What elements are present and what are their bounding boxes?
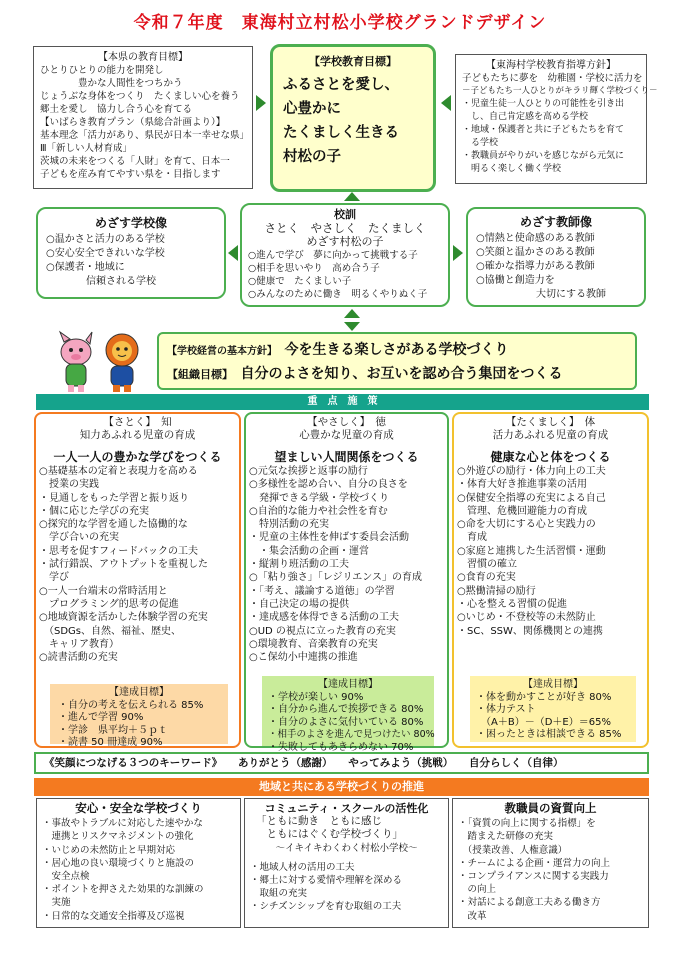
goal-item: ・自分の考えを伝えられる 85% [58, 699, 204, 711]
column-subheader: 心豊かな児童の育成 [299, 429, 394, 441]
school-goal-line: たくましく生きる [283, 125, 399, 141]
community-school-box [244, 798, 449, 928]
prefecture-lines [40, 64, 250, 181]
kokun-sub: めざす村松の子 [306, 235, 384, 248]
bottom-title: 安心・安全な学校づくり [75, 801, 202, 815]
arrow-left-icon [441, 95, 451, 111]
prefecture-line: 子どもを産み育てやすい県を・目指します [40, 169, 221, 180]
list-item: ・郷土に対する愛情や理解を深める [250, 875, 403, 887]
list-item: ・日常的な交通安全指導及び巡視 [42, 910, 185, 922]
arrow-right-icon [453, 245, 463, 261]
slogan-line: 「ともに動き ともに感じ [256, 815, 382, 828]
column-items [36, 464, 239, 665]
prefecture-line: 豊かな人間性をつちかう [40, 78, 183, 89]
list-item: 学び [39, 572, 69, 584]
goal-item: ・体を動かすことが好き 80% [476, 691, 612, 703]
prefecture-line: Ⅲ「新しい人材育成」 [40, 143, 133, 154]
teacher-image-line: ○笑顔と温かさのある教師 [476, 247, 595, 258]
list-item: キャリア教育） [39, 638, 119, 650]
keywords-bar: 《笑顔につなげる３つのキーワード》 ありがとう（感謝） やってみよう（挑戦） 自分らしく（自律） [34, 752, 649, 774]
teacher-image-line: ○情熱と使命感のある教師 [476, 233, 595, 244]
org-goal-label: 【組織目標】 [167, 368, 233, 381]
tokai-line: －子どもたち一人ひとりがキラリ輝く学校づくり－ [462, 86, 658, 96]
list-item: ○一人一台端末の常時活用と [39, 585, 168, 597]
list-item: ・居心地の良い環境づくりと施設の [42, 857, 195, 869]
school-goal-heading: 【学校教育目標】 [309, 55, 397, 68]
list-item: ・体育大好き推進事業の活用 [457, 479, 587, 491]
list-item: ・チームによる企画・運営力の向上 [458, 857, 611, 869]
list-item: ・個に応じた学びの充実 [39, 505, 149, 517]
column-header: 【やさしく】 徳 [307, 416, 386, 428]
column-yasashiku [244, 412, 449, 753]
achievement-goals [470, 676, 636, 742]
list-item: ○探究的な学習を通した協働的な [39, 519, 188, 531]
goal-item: ・体力テスト [476, 704, 536, 715]
list-item: 育成 [457, 532, 487, 544]
teacher-image-line: 大切にする教師 [476, 289, 606, 300]
policy-row-1 [167, 339, 627, 363]
prefecture-line: 基本理念「活力があり、県民が日本一幸せな県」 [40, 130, 250, 141]
list-item: ・事故やトラブルに対応した速やかな [42, 818, 203, 830]
staff-quality-box [452, 798, 649, 928]
kokun-line: ○相手を思いやり 高め合う子 [248, 263, 380, 274]
arrow-up-icon [344, 192, 360, 201]
list-item: ・対話による創意工夫ある働き方 [458, 897, 601, 909]
list-item: （SDGs、自然、福祉、歴史、 [39, 625, 182, 637]
goal-item: （A＋B）－（D＋E）＝65% [476, 716, 611, 728]
tokai-line: る学校 [462, 138, 499, 148]
list-item: ○いじめ・不登校等の未然防止 [457, 612, 596, 624]
arrow-up-icon [344, 309, 360, 318]
juten-bar: 重 点 施 策 [36, 394, 649, 410]
list-item: ・地域人材の活用の工夫 [250, 861, 355, 873]
goal-item: ・自分から進んで挨拶できる 80% [268, 704, 424, 715]
school-image-box [36, 207, 226, 299]
tokai-line: し、自己肯定感を高める学校 [462, 112, 589, 122]
column-header: 【たくましく】 体 [505, 416, 596, 428]
prefecture-line: ひとりひとりの能力を開発し [40, 65, 164, 76]
list-item: ○環境教育、音楽教育の充実 [249, 638, 378, 650]
list-item: ○黙働清掃の励行 [457, 585, 536, 597]
list-item: ○外遊びの励行・体力向上の工夫 [457, 466, 606, 477]
goal-heading: 【達成目標】 [109, 687, 169, 698]
list-item: ・見通しをもった学習と振り返り [39, 492, 189, 504]
goal-item: ・読書 50 冊達成 90% [58, 737, 163, 748]
kokun-motto: さとく やさしく たくましく [264, 221, 426, 235]
column-satoku [34, 412, 241, 748]
policy-row-2 [167, 363, 627, 386]
goal-item: ・自分のよさに気付いている 80% [268, 716, 424, 728]
school-goal-box [270, 44, 436, 192]
list-item: ・児童の主体性を伸ばす委員会活動 [249, 532, 409, 544]
prefecture-line: じょうぶな身体をつくり たくましい心を養う [40, 91, 240, 102]
list-item: ・「考え、議論する道徳」の学習 [249, 585, 395, 597]
column-title: 望ましい人間関係をつくる [274, 450, 419, 464]
list-item: プログラミング的思考の促進 [39, 598, 179, 610]
school-goal-line: ふるさとを愛し、 [283, 77, 399, 93]
kokun-box [240, 203, 450, 307]
goal-item: ・困ったときは相談できる 85% [476, 729, 622, 740]
list-item: ・SC、SSW、関係機関との連携 [457, 625, 603, 637]
list-item: ・試行錯誤、アウトプットを重視した [39, 559, 208, 571]
list-item: ・ポイントを押さえた効果的な訓練の [42, 884, 204, 896]
goal-heading: 【達成目標】 [523, 679, 583, 690]
arrow-down-icon [344, 322, 360, 331]
column-title: 一人一人の豊かな学びをつくる [53, 450, 222, 464]
org-goal-text: 自分のよさを知り、お互いを認め合う集団をつくる [240, 366, 563, 382]
tokai-line: 明るく楽しく働く学校 [462, 164, 562, 174]
list-item: ・いじめの未然防止と早期対応 [42, 844, 176, 856]
teacher-image-line: ○協働と創造力を [476, 275, 555, 286]
arrow-right-icon [256, 95, 266, 111]
list-item: ・縦割り班活動の工夫 [249, 559, 349, 571]
goal-heading: 【達成目標】 [318, 679, 378, 690]
list-item: ○読書活動の充実 [39, 652, 118, 664]
list-item: ○地域資源を活かした体験学習の充実 [39, 612, 208, 624]
list-item: ○食育の充実 [457, 572, 516, 584]
prefecture-line: 【いばらき教育プラン（県総合計画より）】 [40, 117, 226, 128]
prefecture-goals-box [33, 46, 253, 189]
tokai-policy-box [455, 54, 658, 184]
list-item: ○基礎基本の定着と表現力を高める [39, 466, 198, 477]
school-image-line: ○温かさと活力のある学校 [46, 234, 165, 245]
school-image-line: ○保護者・地域に [46, 262, 125, 273]
goal-item: ・失敗してもあきらめない 70% [268, 741, 414, 753]
list-item: 踏まえた研修の充実 [458, 831, 554, 843]
tokai-line: ・教職員がやりがいを感じながら元気に [462, 151, 625, 161]
list-item: 実施 [42, 897, 71, 909]
school-image-line: ○安心安全できれいな学校 [46, 248, 165, 259]
tokai-line: ・児童生徒一人ひとりの可能性を引き出 [462, 99, 625, 109]
list-item: ○こ保幼小中連携の推進 [249, 652, 358, 664]
mascot-illustration [52, 330, 152, 394]
policy-text: 今を生きる楽しさがある学校づくり [284, 342, 509, 358]
school-goal-line: 心豊かに [283, 101, 341, 117]
prefecture-line: 郷土を愛し 協力し合う心を育てる [40, 104, 193, 115]
tokai-line: ・地域・保護者と共に子どもたちを育て [462, 125, 625, 135]
list-item: ・シチズンシップを育む取組の工夫 [250, 901, 402, 913]
tokai-heading: 【東海村学校教育指導方針】 [486, 60, 616, 71]
slogan-line: ～イキイキわくわく村松小学校～ [275, 842, 418, 854]
column-items [454, 464, 647, 639]
list-item: ○自治的な能力や社会性を育む [249, 505, 388, 517]
goal-item: ・学診 県平均＋５ｐｔ [58, 724, 168, 736]
list-item: 取組の充実 [250, 888, 308, 900]
arrow-left-icon [228, 245, 238, 261]
list-item: 管理、危機回避能力の育成 [457, 505, 587, 517]
goal-item: ・相手のよさを進んで見つけたい 80% [268, 729, 435, 740]
column-items [246, 464, 447, 665]
goal-item: ・学校が楽しい 90% [268, 691, 364, 703]
kokun-heading: 校訓 [334, 208, 356, 221]
column-header: 【さとく】 知 [103, 416, 172, 428]
school-image-heading: めざす学校像 [94, 216, 167, 230]
list-item: ○多様性を認め合い、自分の良さを [249, 479, 408, 491]
list-item: （授業改善、人権意識） [458, 844, 568, 856]
list-item: 習慣の確立 [457, 559, 517, 571]
list-item: ○命を大切にする心と実践力の [457, 519, 596, 531]
list-item: ・自己決定の場の提供 [249, 598, 349, 610]
teacher-image-line: ○確かな指導力がある教師 [476, 261, 595, 272]
prefecture-line: 茨城の未来をつくる「人財」を育て、日本一 [40, 156, 230, 167]
teacher-image-heading: めざす教師像 [519, 215, 592, 229]
achievement-goals [50, 684, 228, 748]
kokun-line: ○健康で たくましい子 [248, 276, 352, 287]
slogan-line: ともにはぐくむ学校づくり」 [256, 828, 403, 841]
list-item: ○「粘り強さ」「レジリエンス」の育成 [249, 572, 422, 584]
list-item: 授業の実践 [39, 479, 99, 491]
list-item: の向上 [458, 884, 497, 896]
list-item: ・コンプライアンスに関する実践力 [458, 871, 609, 883]
list-item: ・思考を促すフィードバックの工夫 [39, 545, 198, 557]
policy-box [157, 332, 637, 390]
list-item: ○UD の視点に立った教育の充実 [249, 625, 396, 637]
bottom-title: コミュニティ・スクールの活性化 [264, 802, 429, 815]
list-item: ・達成感を体得できる活動の工夫 [249, 612, 399, 624]
goal-item: ・進んで学習 90% [58, 712, 144, 723]
column-subheader: 知力あふれる児童の育成 [79, 429, 196, 441]
list-item: 安全点検 [42, 871, 90, 883]
list-item: 連携とリスクマネジメントの強化 [42, 831, 194, 843]
school-goal-line: 村松の子 [283, 149, 341, 165]
pig-mascot-icon [60, 332, 92, 392]
list-item: ・集会活動の企画・運営 [249, 545, 369, 557]
community-bar: 地域と共にある学校づくりの推進 [34, 778, 649, 796]
page-title: 令和７年度 東海村立村松小学校グランドデザイン [133, 13, 547, 33]
list-item: 発揮できる学級・学校づくり [249, 492, 389, 504]
lion-mascot-icon [106, 334, 138, 392]
list-item: 特別活動の充実 [249, 519, 329, 531]
policy-label: 【学校経営の基本方針】 [167, 346, 277, 357]
list-item: ・「資質の向上に関する指標」を [458, 818, 596, 830]
list-item: ○保健安全指導の充実による自己 [457, 492, 606, 504]
column-title: 健康な心と体をつくる [490, 450, 611, 464]
list-item: 改革 [458, 910, 487, 922]
achievement-goals [262, 676, 435, 753]
teacher-image-box [466, 207, 646, 307]
safety-box [36, 798, 241, 928]
tokai-line: 子どもたちに夢を 幼稚園・学校に活力を [462, 73, 643, 84]
kokun-line: ○進んで学び 夢に向かって挑戦する子 [248, 250, 418, 261]
kokun-line: ○みんなのために働き 明るくやりぬく子 [248, 289, 428, 300]
list-item: ○家庭と連携した生活習慣・運動 [457, 545, 606, 557]
school-image-line: 信頼される学校 [46, 276, 156, 287]
column-takumashiku [452, 412, 649, 748]
list-item: 学び合いの充実 [39, 532, 119, 544]
list-item: ・心を整える習慣の促進 [457, 598, 567, 610]
list-item: ○元気な挨拶と返事の励行 [249, 466, 368, 477]
column-subheader: 活力あふれる児童の育成 [492, 429, 609, 441]
prefecture-heading: 【本県の教育目標】 [98, 52, 188, 63]
bottom-title: 教職員の資質向上 [504, 801, 597, 815]
